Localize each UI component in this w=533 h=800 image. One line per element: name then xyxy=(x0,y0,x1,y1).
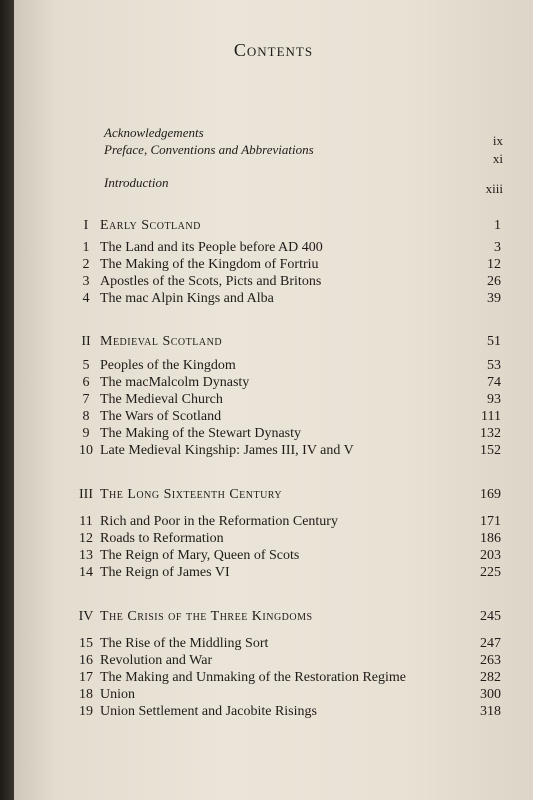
chapter-row xyxy=(14,514,533,532)
chapter-row xyxy=(14,358,533,376)
page-number: 39 xyxy=(487,291,501,306)
chapter-row xyxy=(14,670,533,688)
page-number: 186 xyxy=(480,531,501,546)
page-number: 225 xyxy=(480,565,501,580)
chapter-row xyxy=(14,531,533,549)
chapter-number: 5 xyxy=(82,358,90,373)
part-number: IV xyxy=(78,609,94,624)
chapter-title: Apostles of the Scots, Picts and Britons xyxy=(100,274,322,289)
part-title: The Crisis of the Three Kingdoms xyxy=(100,609,313,624)
chapter-row xyxy=(14,409,533,427)
page-number: 282 xyxy=(480,670,501,685)
chapter-number: 1 xyxy=(82,240,90,255)
chapter-row xyxy=(14,257,533,275)
chapter-row xyxy=(14,291,533,309)
page-number: 93 xyxy=(487,392,501,407)
chapter-row xyxy=(14,548,533,566)
chapter-title: The Reign of Mary, Queen of Scots xyxy=(100,548,300,563)
chapter-row xyxy=(14,392,533,410)
page-number: 300 xyxy=(480,687,501,702)
page-number: 171 xyxy=(480,514,501,529)
page-number: 203 xyxy=(480,548,501,563)
chapter-title: Late Medieval Kingship: James III, IV and V xyxy=(100,443,354,458)
chapter-title: The Rise of the Middling Sort xyxy=(100,636,269,651)
page-number: 169 xyxy=(480,487,501,502)
chapter-title: The Reign of James VI xyxy=(100,565,230,580)
chapter-number: 11 xyxy=(79,514,93,529)
book-spine-shadow xyxy=(0,0,14,800)
chapter-title: Revolution and War xyxy=(100,653,213,668)
part-title: The Long Sixteenth Century xyxy=(100,487,283,502)
chapter-title: Union Settlement and Jacobite Risings xyxy=(100,704,317,719)
chapter-row xyxy=(14,274,533,292)
part-title: Early Scotland xyxy=(100,218,201,233)
chapter-number: 6 xyxy=(82,375,90,390)
chapter-row xyxy=(14,375,533,393)
part-row xyxy=(14,609,533,627)
part-title: Medieval Scotland xyxy=(100,334,223,349)
page-number: 1 xyxy=(494,218,501,233)
chapter-title: Rich and Poor in the Reformation Century xyxy=(100,514,338,529)
part-row xyxy=(14,218,533,236)
chapter-row xyxy=(14,704,533,722)
chapter-number: 3 xyxy=(82,274,90,289)
chapter-number: 15 xyxy=(79,636,93,651)
chapter-number: 13 xyxy=(79,548,93,563)
front-matter-acknowledgements: Acknowledgements xyxy=(104,125,204,140)
chapter-title: The macMalcolm Dynasty xyxy=(100,375,250,390)
front-matter-page: xiii xyxy=(485,181,503,196)
chapter-title: The Making of the Kingdom of Fortriu xyxy=(100,257,319,272)
page-number: 53 xyxy=(487,358,501,373)
page-number: 12 xyxy=(487,257,501,272)
chapter-title: The Making of the Stewart Dynasty xyxy=(100,426,302,441)
chapter-title: The Land and its People before AD 400 xyxy=(100,240,323,255)
chapter-number: 9 xyxy=(82,426,90,441)
chapter-number: 12 xyxy=(79,531,93,546)
part-number: III xyxy=(79,487,93,502)
page-number: 245 xyxy=(480,609,501,624)
chapter-number: 2 xyxy=(82,257,90,272)
chapter-row xyxy=(14,636,533,654)
chapter-title: The Medieval Church xyxy=(100,392,223,407)
chapter-number: 18 xyxy=(79,687,93,702)
front-matter-introduction: Introduction xyxy=(104,175,169,190)
part-number: I xyxy=(83,218,89,233)
page-number: 74 xyxy=(487,375,501,390)
chapter-number: 16 xyxy=(79,653,93,668)
part-row xyxy=(14,487,533,505)
chapter-number: 10 xyxy=(79,443,93,458)
chapter-title: Peoples of the Kingdom xyxy=(100,358,236,373)
page-number: 263 xyxy=(480,653,501,668)
chapter-row xyxy=(14,443,533,461)
chapter-number: 8 xyxy=(82,409,90,424)
part-row xyxy=(14,334,533,352)
chapter-row xyxy=(14,426,533,444)
chapter-row xyxy=(14,653,533,671)
front-matter-page: ix xyxy=(492,133,503,148)
page-number: 152 xyxy=(480,443,501,458)
page-number: 51 xyxy=(487,334,501,349)
page-number: 132 xyxy=(480,426,501,441)
part-number: II xyxy=(81,334,91,349)
chapter-title: Roads to Reformation xyxy=(100,531,224,546)
chapter-row xyxy=(14,687,533,705)
page-number: 111 xyxy=(481,409,501,424)
chapter-title: Union xyxy=(100,687,135,702)
chapter-title: The Making and Unmaking of the Restoration Regime xyxy=(100,670,406,685)
page-title: Contents xyxy=(233,40,314,60)
chapter-number: 17 xyxy=(79,670,93,685)
chapter-number: 14 xyxy=(79,565,93,580)
chapter-number: 4 xyxy=(82,291,90,306)
chapter-row xyxy=(14,565,533,583)
page-number: 318 xyxy=(480,704,501,719)
page-number: 247 xyxy=(480,636,501,651)
page-number: 26 xyxy=(487,274,501,289)
front-matter-page: xi xyxy=(492,151,503,166)
chapter-title: The mac Alpin Kings and Alba xyxy=(100,291,274,306)
front-matter-preface: Preface, Conventions and Abbreviations xyxy=(104,142,314,157)
page-number: 3 xyxy=(494,240,501,255)
chapter-number: 7 xyxy=(82,392,90,407)
chapter-number: 19 xyxy=(79,704,93,719)
chapter-row xyxy=(14,240,533,258)
contents-page xyxy=(14,0,533,800)
chapter-title: The Wars of Scotland xyxy=(100,409,222,424)
